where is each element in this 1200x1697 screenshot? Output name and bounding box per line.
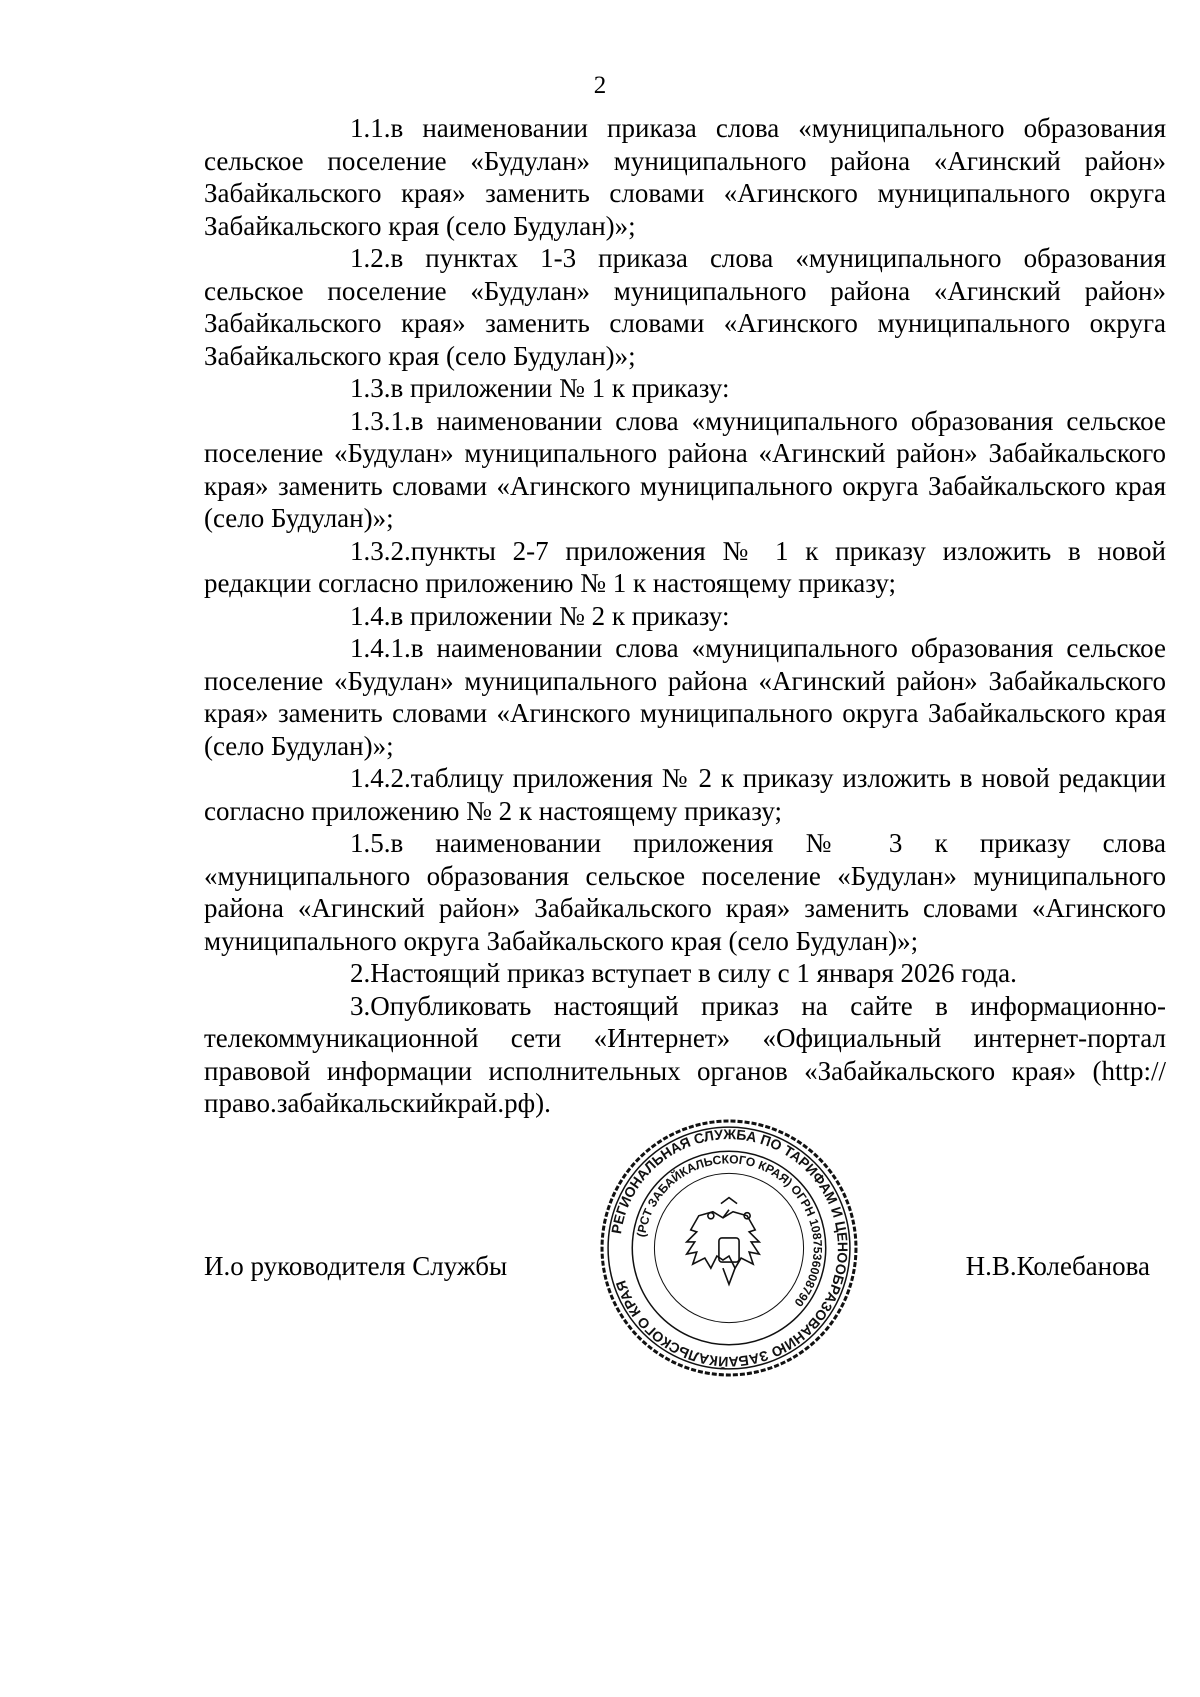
paragraph-text: таблицу приложения № 2 к приказу изложить в новой редакции согласно приложению № 2 к настоящему приказу; (204, 763, 1166, 826)
official-seal (598, 1117, 860, 1379)
paragraph-number: 1.5. (350, 828, 391, 858)
paragraph-text: в наименовании слова «муниципального образования сельское поселение «Будулан» муниципального района «Агинский район» Забайкальского края» заменить словами «Агинского муниципального округа Забайкальского края (село Будулан)»; (204, 633, 1166, 761)
paragraph-text: в наименовании приложения № 3 к приказу слова «муниципального образования сельское поселение «Будулан» муниципального района «Агинский район» Забайкальского края» заменить словами «Агинского муниципального округа Забайкальского края (село Будулан)»; (204, 828, 1166, 956)
paragraph-text: в приложении № 2 к приказу: (390, 600, 730, 631)
paragraph-1-4 (204, 600, 1166, 633)
paragraph-1-1 (204, 112, 1166, 242)
page-number: 2 (593, 72, 607, 99)
paragraph-text: в пунктах 1-3 приказа слова «муниципального образования сельское поселение «Будулан» муниципального района «Агинский район» Забайкальского края» заменить словами «Агинского муниципального округа Забайкальского края (село Будулан)»; (204, 243, 1166, 371)
paragraph-number: 1.4.1. (350, 633, 411, 663)
paragraph-1-5 (204, 827, 1166, 957)
paragraph-number: 1.3.2. (350, 535, 411, 566)
seal-outer-text: РЕГИОНАЛЬНАЯ СЛУЖБА ПО ТАРИФАМ И ЦЕНООБРАЗОВАНИЮ ЗАБАЙКАЛЬСКОГО КРАЯ (608, 1126, 851, 1370)
paragraph-text: в наименовании слова «муниципального образования сельское поселение «Будулан» муниципального района «Агинский район» Забайкальского края» заменить словами «Агинского муниципального округа Забайкальского края (село Будулан)»; (204, 405, 1166, 533)
paragraph-text: в наименовании приказа слова «муниципального образования сельское поселение «Будулан» муниципального района «Агинский район» Забайкальского края» заменить словами «Агинского муниципального округа Забайкальского края (село Будулан)»; (204, 113, 1166, 241)
paragraph-1-4-1 (204, 632, 1166, 762)
paragraph-number: 3. (350, 990, 371, 1021)
paragraph-text: в приложении № 1 к приказу: (390, 373, 730, 403)
paragraph-1-3-2 (204, 535, 1166, 600)
paragraph-1-4-2 (204, 762, 1166, 827)
signatory-position: И.о руководителя Службы (204, 1251, 508, 1281)
paragraph-number: 1.1. (350, 113, 391, 143)
paragraph-number: 1.4.2. (350, 763, 411, 793)
paragraph-number: 1.2. (350, 243, 391, 273)
paragraph-text: Настоящий приказ вступает в силу с 1 января 2026 года. (370, 958, 1017, 988)
double-headed-eagle-icon (687, 1198, 760, 1285)
document-body (204, 112, 1166, 1120)
seal-inner-text: (РСТ ЗАБАЙКАЛЬСКОГО КРАЯ) ОГРН 1087536008790 (634, 1152, 825, 1310)
paragraph-number: 1.3.1. (350, 405, 411, 436)
paragraph-2 (204, 957, 1166, 990)
signatory-name: Н.В.Колебанова (965, 1251, 1150, 1281)
paragraph-number: 1.3. (350, 373, 391, 403)
paragraph-number: 1.4. (350, 600, 391, 631)
paragraph-3 (204, 990, 1166, 1120)
paragraph-1-3 (204, 372, 1166, 405)
paragraph-number: 2. (350, 958, 371, 988)
paragraph-text: Опубликовать настоящий приказ на сайте в информационно-телекоммуникационной сети «Интернет» «Официальный интернет-портал правовой информации исполнительных органов «Забайкальского края» (http://право.забайкальскийкрай.рф). (204, 990, 1166, 1118)
paragraph-1-2 (204, 242, 1166, 372)
paragraph-text: пункты 2-7 приложения № 1 к приказу изложить в новой редакции согласно приложению № 1 к настоящему приказу; (204, 535, 1166, 598)
paragraph-1-3-1 (204, 405, 1166, 535)
